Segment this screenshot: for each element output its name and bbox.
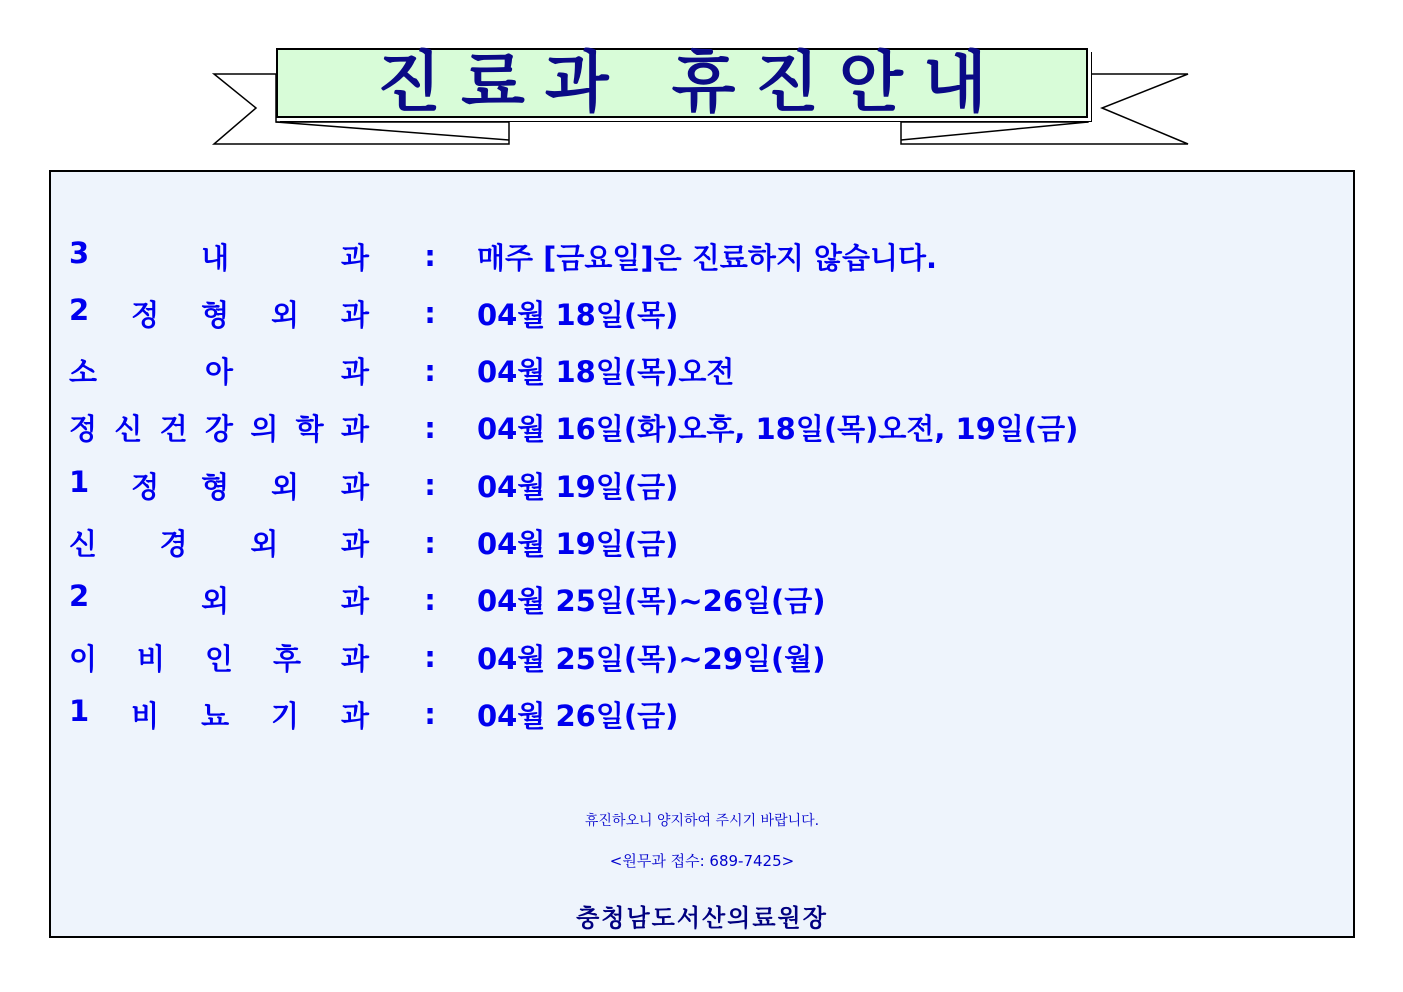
department-char: 뇨 [201,698,230,733]
department-char: 2 [69,292,90,327]
closure-schedule: 04월 18일(목)오전 [477,355,735,390]
closure-row [69,694,678,734]
closure-schedule: 매주 [금요일]은 진료하지 않습니다. [477,240,938,275]
department-char: 3 [69,235,90,270]
footer-organization: 충청남도서산의료원장 [576,904,828,932]
department-name [69,579,369,620]
title-banner [276,44,1088,121]
notice-panel [49,170,1355,938]
department-char: 신 [69,527,98,561]
department-char: 과 [340,297,369,332]
department-char: 기 [271,698,300,733]
department-name [69,407,369,448]
separator-colon: : [424,582,436,617]
closure-schedule: 04월 16일(화)오후, 18일(목)오전, 19일(금) [477,412,1079,447]
department-name [69,522,369,563]
closure-row [69,580,826,620]
closure-row [69,465,678,505]
department-char: 과 [340,240,369,275]
department-char: 강 [204,412,233,447]
footer-note: 휴진하오니 양지하여 주시기 바랍니다. [584,813,820,829]
separator-colon: : [424,410,436,445]
department-char: 과 [340,641,369,676]
department-char: 인 [204,641,233,676]
department-char: 1 [69,693,90,728]
department-name [69,637,369,678]
separator-colon: : [424,697,436,732]
department-char: 신 [114,412,143,447]
department-char: 외 [250,527,279,561]
department-char: 외 [271,297,300,332]
department-char: 학 [295,412,324,447]
department-char: 과 [340,698,369,733]
department-char: 정 [69,412,98,447]
department-char: 비 [136,641,165,676]
department-char: 정 [131,297,160,332]
department-char: 내 [201,240,230,275]
department-char: 과 [340,469,369,504]
department-char: 외 [271,469,300,504]
closure-schedule: 04월 19일(금) [477,469,679,504]
closure-row [69,293,678,333]
department-char: 후 [272,641,301,676]
department-char: 이 [69,641,98,676]
department-char: 2 [69,579,90,614]
department-char: 건 [159,412,188,447]
closure-schedule: 04월 26일(금) [477,698,679,733]
closure-schedule: 04월 25일(목)~29일(월) [477,641,826,676]
closure-row [69,637,826,677]
separator-colon: : [424,640,436,675]
department-char: 정 [131,469,160,504]
department-char: 외 [201,584,230,619]
department-char: 형 [201,297,230,332]
department-char: 아 [204,355,233,390]
department-char: 의 [250,412,279,447]
department-char: 경 [159,527,188,561]
department-name [69,465,369,506]
department-name [69,236,369,277]
department-char: 소 [69,355,98,390]
department-char: 과 [340,355,369,390]
department-char: 과 [340,584,369,619]
page-title: 진료과 휴진안내 [377,44,1007,121]
closure-schedule: 04월 18일(목) [477,297,679,332]
department-char: 1 [69,464,90,499]
department-char: 과 [340,527,369,561]
footer-phone: <원무과 접수: 689-7425> [609,852,795,870]
separator-colon: : [424,525,436,560]
separator-colon: : [424,296,436,331]
separator-colon: : [424,353,436,388]
department-name [69,293,369,334]
closure-row [69,236,937,276]
closure-row [69,351,734,391]
department-name [69,694,369,735]
department-char: 형 [201,469,230,504]
department-char: 과 [340,412,369,447]
closure-schedule: 04월 19일(금) [477,527,679,561]
closure-schedule: 04월 25일(목)~26일(금) [477,584,826,619]
separator-colon: : [424,239,436,273]
closure-row [69,408,1078,448]
department-char: 비 [131,698,160,733]
department-name [69,350,369,391]
separator-colon: : [424,468,436,503]
closure-row [69,523,678,563]
